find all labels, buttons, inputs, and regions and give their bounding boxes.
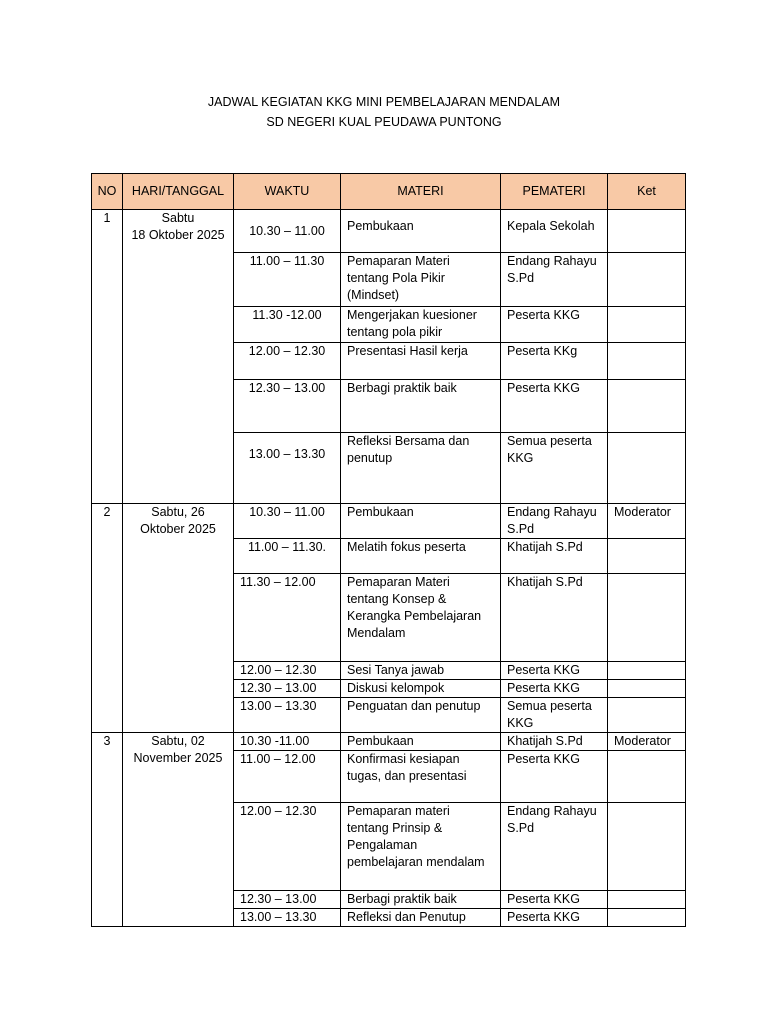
- ket-cell: [608, 539, 686, 574]
- ket-cell: [608, 380, 686, 433]
- ket-cell: [608, 751, 686, 803]
- materi-cell: Melatih fokus peserta: [341, 539, 501, 574]
- pemateri-cell: Peserta KKG: [501, 380, 608, 433]
- time-cell: 11.00 – 11.30.: [234, 539, 341, 574]
- materi-cell: Pembukaan: [341, 210, 501, 253]
- materi-cell: Berbagi praktik baik: [341, 891, 501, 909]
- time-cell: 10.30 – 11.00: [234, 210, 341, 253]
- schedule-table: [91, 173, 686, 927]
- time-cell: 11.30 -12.00: [234, 307, 341, 343]
- ket-cell: [608, 698, 686, 733]
- pemateri-cell: Semua peserta KKG: [501, 433, 608, 504]
- header-waktu: WAKTU: [234, 174, 341, 210]
- materi-cell: Pemaparan Materi tentang Konsep & Kerangka Pembelajaran Mendalam: [341, 574, 501, 662]
- pemateri-cell: Endang Rahayu S.Pd: [501, 253, 608, 307]
- table-row: [92, 504, 686, 539]
- pemateri-cell: Semua peserta KKG: [501, 698, 608, 733]
- materi-cell: Mengerjakan kuesioner tentang pola pikir: [341, 307, 501, 343]
- materi-cell: Pemaparan materi tentang Prinsip & Pengalaman pembelajaran mendalam: [341, 803, 501, 891]
- day-date: Sabtu, 02 November 2025: [123, 733, 234, 927]
- table-row: [92, 210, 686, 253]
- pemateri-cell: Peserta KKG: [501, 307, 608, 343]
- time-cell: 10.30 -11.00: [234, 733, 341, 751]
- time-cell: 12.30 – 13.00: [234, 680, 341, 698]
- header-row: [92, 174, 686, 210]
- time-cell: 11.00 – 11.30: [234, 253, 341, 307]
- materi-cell: Pemaparan Materi tentang Pola Pikir (Mindset): [341, 253, 501, 307]
- pemateri-cell: Peserta KKG: [501, 680, 608, 698]
- day-number: 3: [92, 733, 123, 927]
- time-cell: 12.30 – 13.00: [234, 891, 341, 909]
- pemateri-cell: Peserta KKg: [501, 343, 608, 380]
- day-date: Sabtu 18 Oktober 2025: [123, 210, 234, 504]
- day-number: 1: [92, 210, 123, 504]
- time-cell: 10.30 – 11.00: [234, 504, 341, 539]
- materi-cell: Berbagi praktik baik: [341, 380, 501, 433]
- ket-cell: [608, 433, 686, 504]
- ket-cell: Moderator: [608, 733, 686, 751]
- pemateri-cell: Endang Rahayu S.Pd: [501, 803, 608, 891]
- pemateri-cell: Peserta KKG: [501, 662, 608, 680]
- materi-cell: Pembukaan: [341, 504, 501, 539]
- materi-cell: Sesi Tanya jawab: [341, 662, 501, 680]
- ket-cell: [608, 662, 686, 680]
- pemateri-cell: Kepala Sekolah: [501, 210, 608, 253]
- ket-cell: [608, 574, 686, 662]
- time-cell: 13.00 – 13.30: [234, 698, 341, 733]
- ket-cell: [608, 253, 686, 307]
- time-cell: 11.30 – 12.00: [234, 574, 341, 662]
- header-pemateri: PEMATERI: [501, 174, 608, 210]
- ket-cell: [608, 680, 686, 698]
- time-cell: 11.00 – 12.00: [234, 751, 341, 803]
- ket-cell: [608, 210, 686, 253]
- ket-cell: [608, 891, 686, 909]
- day-number: 2: [92, 504, 123, 733]
- time-cell: 12.00 – 12.30: [234, 803, 341, 891]
- ket-cell: Moderator: [608, 504, 686, 539]
- document-subtitle: SD NEGERI KUAL PEUDAWA PUNTONG: [266, 115, 502, 129]
- header-ket: Ket: [608, 174, 686, 210]
- ket-cell: [608, 343, 686, 380]
- pemateri-cell: Khatijah S.Pd: [501, 733, 608, 751]
- pemateri-cell: Peserta KKG: [501, 751, 608, 803]
- materi-cell: Penguatan dan penutup: [341, 698, 501, 733]
- time-cell: 13.00 – 13.30: [234, 433, 341, 504]
- time-cell: 13.00 – 13.30: [234, 909, 341, 927]
- header-hari-tanggal: HARI/TANGGAL: [123, 174, 234, 210]
- materi-cell: Pembukaan: [341, 733, 501, 751]
- time-cell: 12.00 – 12.30: [234, 662, 341, 680]
- pemateri-cell: Khatijah S.Pd: [501, 574, 608, 662]
- materi-cell: Diskusi kelompok: [341, 680, 501, 698]
- ket-cell: [608, 909, 686, 927]
- time-cell: 12.30 – 13.00: [234, 380, 341, 433]
- pemateri-cell: Khatijah S.Pd: [501, 539, 608, 574]
- ket-cell: [608, 803, 686, 891]
- materi-cell: Refleksi dan Penutup: [341, 909, 501, 927]
- time-cell: 12.00 – 12.30: [234, 343, 341, 380]
- header-no: NO: [92, 174, 123, 210]
- materi-cell: Refleksi Bersama dan penutup: [341, 433, 501, 504]
- ket-cell: [608, 307, 686, 343]
- pemateri-cell: Peserta KKG: [501, 909, 608, 927]
- materi-cell: Konfirmasi kesiapan tugas, dan presentasi: [341, 751, 501, 803]
- header-materi: MATERI: [341, 174, 501, 210]
- pemateri-cell: Endang Rahayu S.Pd: [501, 504, 608, 539]
- materi-cell: Presentasi Hasil kerja: [341, 343, 501, 380]
- document-title: JADWAL KEGIATAN KKG MINI PEMBELAJARAN MENDALAM: [207, 95, 561, 109]
- pemateri-cell: Peserta KKG: [501, 891, 608, 909]
- day-date: Sabtu, 26 Oktober 2025: [123, 504, 234, 733]
- table-row: [92, 733, 686, 751]
